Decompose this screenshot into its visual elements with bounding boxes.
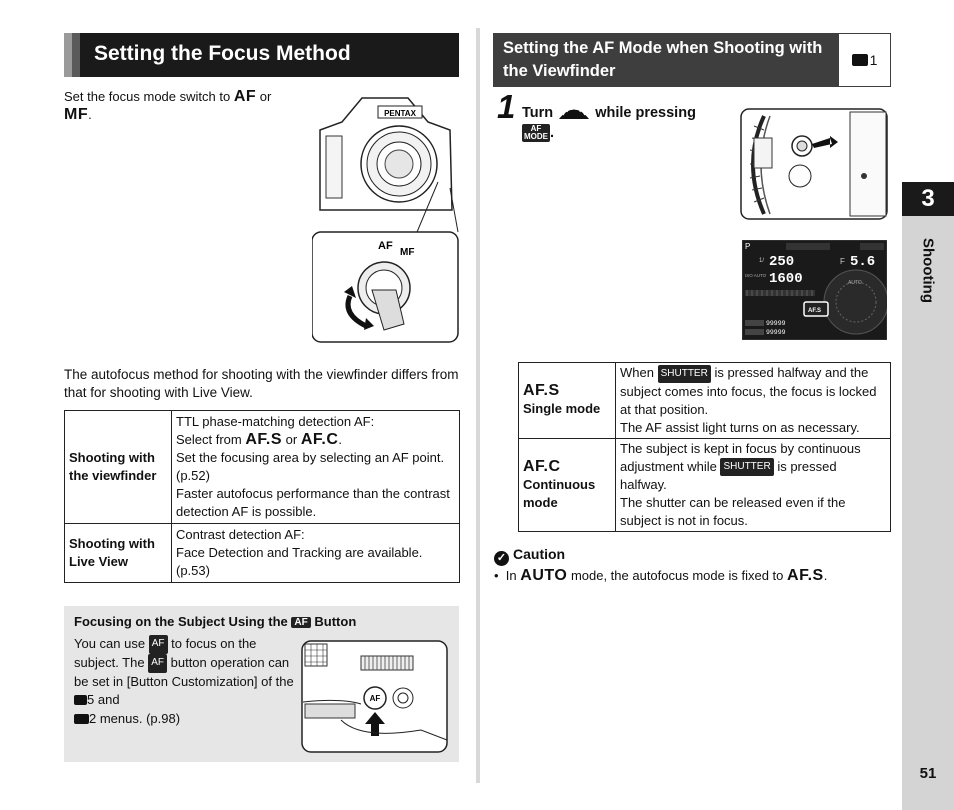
- af-mode-button-icon: [522, 124, 550, 142]
- page-number: 51: [919, 765, 937, 782]
- row1-post: is pressed halfway and the subject comes into focus, the focus is locked at that position.: [620, 365, 877, 417]
- afs-glyph: AF.S: [787, 567, 824, 584]
- table-row: [65, 524, 460, 583]
- menu-tab-number: 1: [869, 52, 878, 68]
- row1-line3: Set the focusing area by selecting an AF point. (p.52): [176, 450, 445, 483]
- lcd-aperture-prefix: F: [840, 257, 845, 266]
- camera-top-illustration: [301, 640, 449, 754]
- tip-body-1: You can use: [74, 636, 146, 651]
- shutter-button-icon: SHUTTER: [658, 365, 711, 383]
- dial-icon: [557, 104, 591, 120]
- tip-title-post: Button: [314, 614, 357, 629]
- section-title-bar: [64, 33, 459, 77]
- chip-top: AF: [530, 124, 542, 134]
- caution-title: Caution: [513, 546, 566, 562]
- af-mode-desc-single: [616, 363, 891, 439]
- af-mode-key-single: [519, 363, 616, 439]
- bullet-dot: •: [494, 568, 499, 583]
- afc-code: AF.C: [523, 457, 561, 475]
- tip-body-cam: 5: [87, 692, 95, 708]
- title-accent-dark: [72, 33, 80, 77]
- row-key-viewfinder: Shooting with the viewfinder: [65, 411, 172, 524]
- chapter-label: Shooting: [919, 238, 937, 303]
- tip-body-4: and: [97, 692, 120, 708]
- row1-line2: The AF assist light turns on as necessary.: [620, 419, 860, 435]
- tip-body-3: button operation can be set in [Button Customization] of the: [74, 654, 294, 689]
- lcd-aperture: 5.6: [850, 254, 876, 270]
- caution-heading: [494, 546, 565, 566]
- af-mode-key-continuous: [519, 438, 616, 532]
- subsection-title-bar: [493, 33, 891, 87]
- chapter-number: 3: [902, 182, 954, 216]
- chip-bottom: MODE: [524, 132, 548, 142]
- camera-menu-icon: [74, 695, 87, 705]
- switch-af-label: AF: [378, 240, 393, 252]
- intro-end: .: [88, 107, 92, 122]
- tip-body-vid: 2 menus. (p.98): [89, 710, 181, 726]
- row-value-viewfinder: [172, 411, 460, 524]
- af-mode-desc-continuous: [616, 438, 891, 532]
- tip-box: [64, 606, 459, 762]
- intro-pre: Set the focus mode switch to: [64, 89, 231, 104]
- camera-brand: PENTAX: [384, 109, 416, 118]
- intro-or: or: [259, 89, 272, 104]
- intro-text: [64, 88, 304, 124]
- tip-title-pre: Focusing on the Subject Using the: [74, 614, 288, 629]
- tip-title: [74, 614, 356, 629]
- afc-name: Continuous mode: [523, 476, 596, 510]
- table-row: [519, 363, 891, 439]
- row1-pre: Select from: [176, 432, 242, 447]
- lcd-iso: 1600: [769, 271, 803, 287]
- menu-tab-ref: [838, 33, 891, 87]
- row1-or: or: [285, 432, 298, 447]
- step-while: while pressing: [595, 105, 696, 121]
- af-button-icon: AF: [148, 654, 167, 673]
- focus-method-table: [64, 410, 460, 583]
- auto-glyph: AUTO: [520, 567, 568, 584]
- row-key-liveview: Shooting with Live View: [65, 524, 172, 583]
- caution-icon: ✓: [494, 551, 509, 566]
- camera-front-illustration: [312, 92, 460, 344]
- row1-end: .: [338, 432, 343, 447]
- afs-name: Single mode: [523, 401, 601, 417]
- af-button-icon: AF: [149, 635, 168, 654]
- row1-line2: [176, 431, 455, 449]
- step-number: 1: [497, 88, 516, 125]
- lcd-count2: 99999: [766, 329, 786, 336]
- camera-icon: [852, 54, 868, 66]
- row2-line1: Contrast detection AF:: [176, 527, 305, 542]
- caution-mid: mode, the autofocus mode is fixed to: [570, 568, 784, 583]
- column-divider: [476, 28, 480, 783]
- video-menu-icon: [74, 714, 89, 724]
- lcd-auto-label: AUTO: [848, 280, 862, 286]
- row1-line1: TTL phase-matching detection AF:: [176, 414, 375, 429]
- mf-glyph: MF: [64, 106, 89, 123]
- switch-mf-label: MF: [400, 247, 415, 258]
- table-row: [65, 411, 460, 524]
- afs-glyph: AF.S: [245, 431, 283, 448]
- tip-body-2: to focus on the subject. The: [74, 636, 257, 670]
- af-glyph: AF: [233, 88, 257, 105]
- title-accent: [64, 33, 72, 77]
- step-instruction: [522, 103, 727, 143]
- row2-pre: The subject is kept in focus by continuous adjustment while: [620, 440, 861, 474]
- row2-post: is pressed halfway.: [620, 458, 837, 493]
- lcd-shutter: 250: [769, 254, 795, 270]
- row2-line2: Face Detection and Tracking are available. (p.53): [176, 545, 423, 578]
- status-screen: [742, 240, 887, 340]
- table-row: [519, 438, 891, 532]
- row1-line4: Faster autofocus performance than the contrast detection AF is possible.: [176, 486, 450, 519]
- section-title: Setting the Focus Method: [94, 42, 351, 65]
- row1-pre: When: [620, 365, 654, 380]
- caution-end: .: [823, 568, 828, 583]
- row1-desc: [620, 364, 886, 419]
- shutter-button-icon: SHUTTER: [720, 458, 773, 476]
- subsection-title: Setting the AF Mode when Shooting with the Viewfinder: [503, 39, 823, 80]
- camera-side-illustration: [740, 108, 890, 222]
- afs-code: AF.S: [523, 382, 560, 400]
- caution-text: [494, 567, 827, 585]
- row2-desc: [620, 440, 886, 495]
- af-button-icon: AF: [291, 617, 310, 628]
- lcd-shutter-prefix: 1/: [759, 258, 765, 264]
- lcd-mode: P: [745, 242, 751, 251]
- lcd-count1: 99999: [766, 320, 786, 327]
- lcd-af-mode: AF.S: [808, 308, 822, 314]
- step-end: .: [550, 125, 555, 141]
- step-turn: Turn: [522, 105, 554, 121]
- lcd-iso-label: ISO AUTO: [745, 273, 767, 278]
- caution-pre: In: [505, 568, 517, 583]
- afc-glyph: AF.C: [300, 431, 339, 448]
- row2-line2: The shutter can be released even if the subject is not in focus.: [620, 495, 846, 529]
- tip-body: [74, 635, 294, 728]
- row-value-liveview: [172, 524, 460, 583]
- af-mode-table: [518, 362, 891, 532]
- af-method-paragraph: The autofocus method for shooting with the viewfinder differs from that for shooting with Live View.: [64, 367, 459, 400]
- af-button-label: AF: [369, 694, 381, 703]
